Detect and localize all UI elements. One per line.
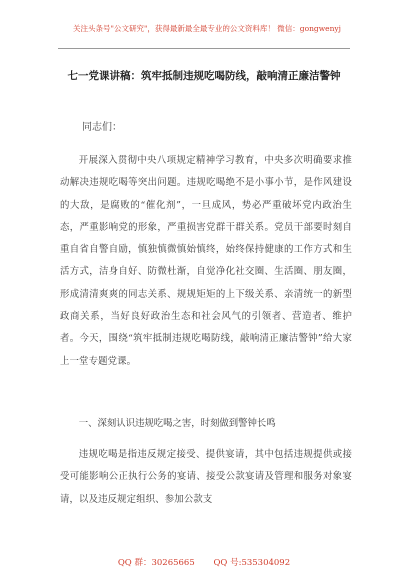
salutation: 同志们：: [82, 122, 122, 133]
header-banner: 关注头条号"公文研究"，获得最新最全最专业的公文资料库！ 微信：gongwenyj: [73, 24, 341, 33]
footer-qq-number: QQ 号:535304092: [213, 558, 291, 568]
footer-qq-group: QQ 群：30265665: [117, 558, 195, 568]
section-heading: 一、深刻认识违规吃喝之害，时刻做到警钟长鸣: [78, 418, 276, 429]
document-title: 七一党课讲稿：筑牢抵制违规吃喝防线，敲响清正廉洁警钟: [67, 70, 341, 82]
body-paragraph: 违规吃喝是指违反规定接受、提供宴请，其中包括违规提供或接受可能影响公正执行公务的宴请、接受公款宴请及管理和服务对象宴请，以及违反规定组织、参加公款支: [60, 449, 352, 505]
page-footer: [0, 555, 408, 571]
page-header: [58, 14, 350, 49]
body-paragraph: 开展深入贯彻中央八项规定精神学习教育，中央多次明确要求推动解决违规吃喝等突出问题。违规吃喝绝不是小事小节，是作风建设的大敌，是腐败的“催化剂”，一旦成风，势必严重破坏党内政治生态，严重影响党的形象，严重损害党群干群关系。党员干部要时刻自重自省自警自励，慎独慎微慎始慎终，始终保持健康的工作方式和生活方式，洁身自好、防微杜渐，自觉净化社交圈、生活圈、朋友圈，形成清清爽爽的同志关系、规规矩矩的上下级关系、亲清统一的新型政商关系，当好良好政治生态和社会风气的引领者、营造者、维护者。今天，围绕“筑牢抵制违规吃喝防线，敲响清正廉洁警钟”给大家上一堂专题党课。: [60, 155, 352, 367]
